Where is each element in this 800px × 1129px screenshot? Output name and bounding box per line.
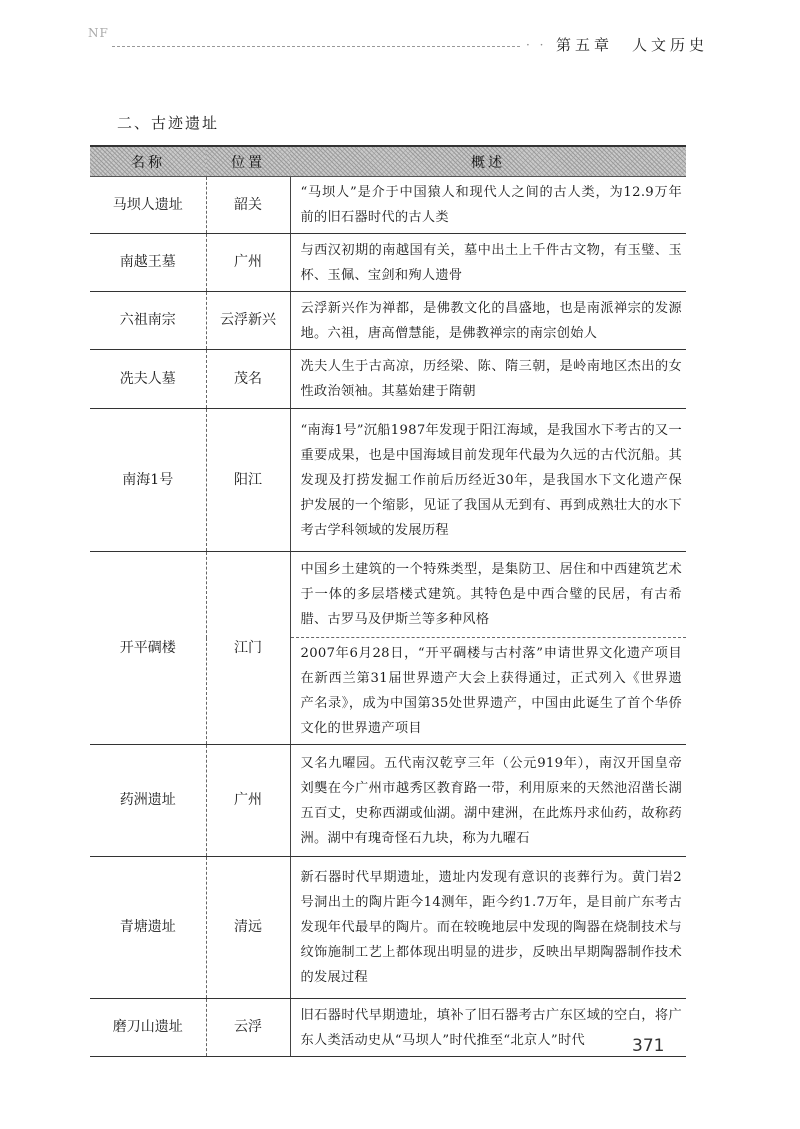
site-location: 云浮新兴 [206, 292, 290, 350]
section-title: 二、古迹遗址 [117, 114, 220, 132]
table-row [90, 552, 686, 638]
site-description: 新石器时代早期遗址，遗址内发现有意识的丧葬行为。黄门岩2号洞出土的陶片距今14测年，距今约1.7万年，是目前广东考古发现年代最早的陶片。而在较晚地层中发现的陶器在烧制技术与纹饰施制工艺上都体现出明显的进步，反映出早期陶器制作技术的发展过程 [290, 857, 686, 999]
header-dots: · · [526, 38, 547, 52]
table-row [90, 234, 686, 292]
site-description: 又名九曜园。五代南汉乾亨三年（公元919年），南汉开国皇帝刘龑在今广州市越秀区教育路一带，利用原来的天然池沼凿长湖五百丈，史称西湖或仙湖。湖中建洲，在此炼丹求仙药，故称药洲。湖中有瑰奇怪石九块，称为九曜石 [290, 745, 686, 857]
site-location: 阳江 [206, 409, 290, 552]
table-row [90, 999, 686, 1057]
table-row [90, 745, 686, 857]
site-location: 广州 [206, 745, 290, 857]
site-name: 开平碉楼 [90, 552, 206, 745]
site-name: 磨刀山遗址 [90, 999, 206, 1057]
site-description: 冼夫人生于古高凉，历经梁、陈、隋三朝，是岭南地区杰出的女性政治领袖。其墓始建于隋朝 [290, 350, 686, 409]
site-description: “马坝人”是介于中国猿人和现代人之间的古人类，为12.9万年前的旧石器时代的古人类 [290, 177, 686, 234]
header-location: 位置 [206, 146, 290, 177]
table-row [90, 177, 686, 234]
table-header-row [90, 146, 686, 177]
site-description: “南海1号”沉船1987年发现于阳江海域，是我国水下考古的又一重要成果，也是中国海域目前发现年代最为久远的古代沉船。其发现及打捞发掘工作前后历经近30年，是我国水下文化遗产保护发展的一个缩影，见证了我国从无到有、再到成熟壮大的水下考古学科领域的发展历程 [290, 409, 686, 552]
chapter-title: 第五章 人文历史 [556, 36, 709, 54]
table-row [90, 350, 686, 409]
site-name: 冼夫人墓 [90, 350, 206, 409]
table-row [90, 292, 686, 350]
site-description: 云浮新兴作为禅都，是佛教文化的昌盛地，也是南派禅宗的发源地。六祖，唐高僧慧能，是佛教禅宗的南宗创始人 [290, 292, 686, 350]
table-row [90, 857, 686, 999]
site-location: 清远 [206, 857, 290, 999]
table-row [90, 409, 686, 552]
heritage-table [90, 145, 686, 1057]
site-location: 韶关 [206, 177, 290, 234]
site-name: 南越王墓 [90, 234, 206, 292]
header-name: 名称 [90, 146, 206, 177]
site-name: 六祖南宗 [90, 292, 206, 350]
corner-mark: NF [88, 26, 109, 40]
site-name: 药洲遗址 [90, 745, 206, 857]
header-rule [112, 46, 520, 47]
site-location: 江门 [206, 552, 290, 745]
site-name: 南海1号 [90, 409, 206, 552]
site-location: 茂名 [206, 350, 290, 409]
site-location: 云浮 [206, 999, 290, 1057]
site-description: 2007年6月28日，“开平碉楼与古村落”申请世界文化遗产项目在新西兰第31届世界遗产大会上获得通过，正式列入《世界遗产名录》，成为中国第35处世界遗产，中国由此诞生了首个华侨文化的世界遗产项目 [290, 638, 686, 745]
site-location: 广州 [206, 234, 290, 292]
site-name: 马坝人遗址 [90, 177, 206, 234]
site-description: 旧石器时代早期遗址，填补了旧石器考古广东区域的空白，将广东人类活动史从“马坝人”时代推至“北京人”时代 [290, 999, 686, 1057]
site-name: 青塘遗址 [90, 857, 206, 999]
page-number: 371 [632, 1036, 665, 1056]
site-description: 中国乡土建筑的一个特殊类型，是集防卫、居住和中西建筑艺术于一体的多层塔楼式建筑。其特色是中西合璧的民居，有古希腊、古罗马及伊斯兰等多种风格 [290, 552, 686, 638]
site-description: 与西汉初期的南越国有关，墓中出土上千件古文物，有玉璧、玉杯、玉佩、宝剑和殉人遗骨 [290, 234, 686, 292]
header-overview: 概述 [290, 146, 686, 177]
